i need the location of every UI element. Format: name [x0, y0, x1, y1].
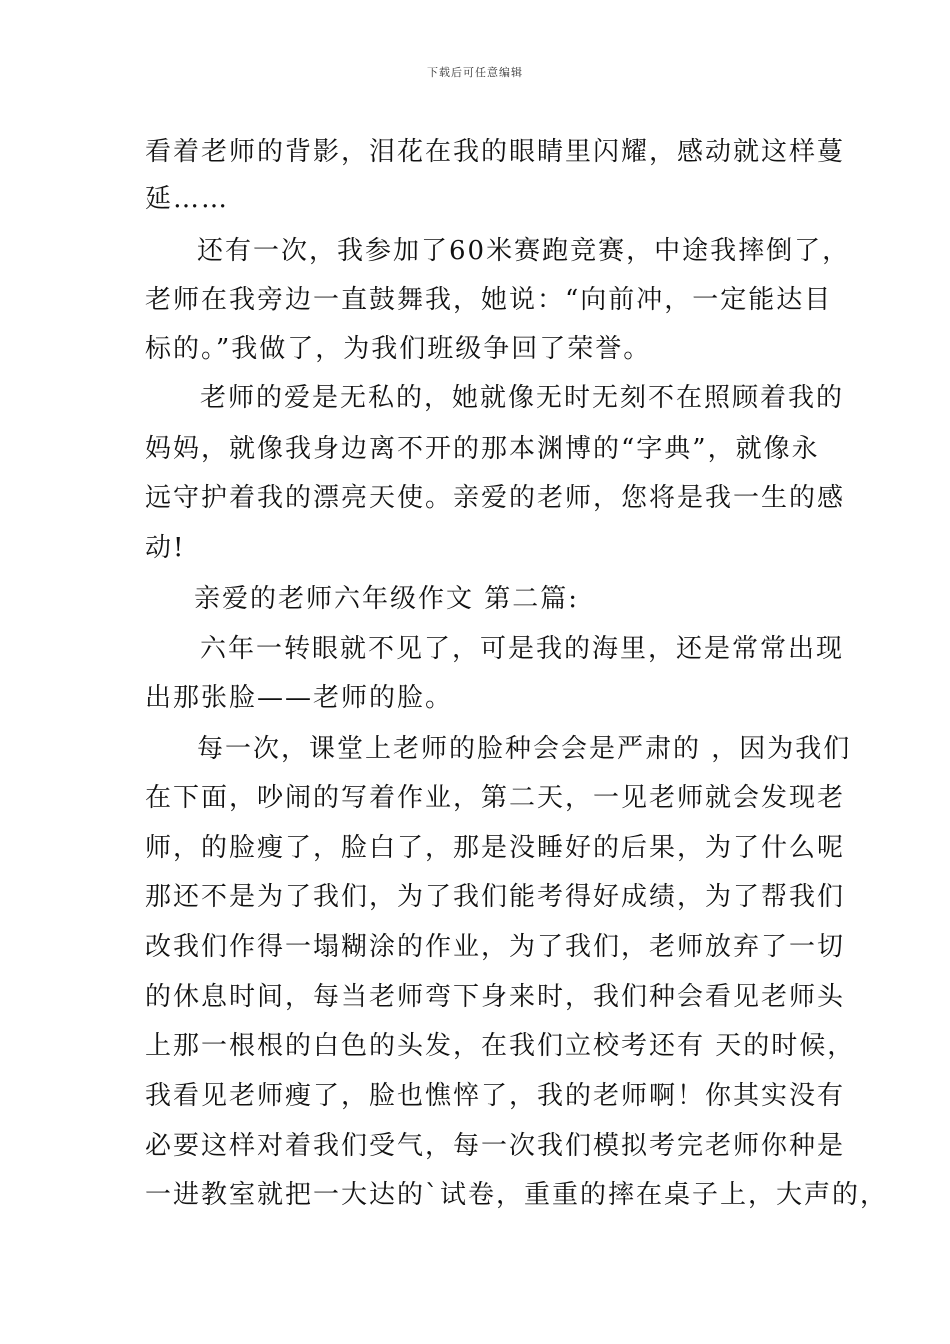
text-line: 六年一转眼就不见了，可是我的海里，还是常常出现	[200, 634, 845, 664]
text-line: 延……	[145, 184, 230, 214]
text-line: 的休息时间，每当老师弯下身来时，我们种会看见老师头	[145, 982, 846, 1012]
text-line: 老师在我旁边一直鼓舞我，她说：“向前冲，一定能达目	[145, 285, 833, 315]
text-line: 一进教室就把一大达的`试卷，重重的摔在桌子上，大声的，	[145, 1180, 889, 1210]
text-line: 在下面，吵闹的写着作业，第二天，一见老师就会发现老	[145, 783, 846, 813]
section-heading: 亲爱的老师六年级作文 第二篇:	[194, 584, 580, 614]
text-line: 上那一根根的白色的头发，在我们立校考还有 天的时候，	[145, 1031, 856, 1061]
text-line: 必要这样对着我们受气，每一次我们模拟考完老师你种是	[145, 1131, 846, 1161]
text-line: 妈妈，就像我身边离不开的那本渊博的“字典”，就像永	[145, 434, 820, 464]
text-line: 动!	[145, 533, 186, 563]
text-line: 那还不是为了我们，为了我们能考得好成绩，为了帮我们	[145, 882, 846, 912]
text-line: 标的。”我做了，为我们班级争回了荣誉。	[145, 334, 652, 364]
text-line: 老师的爱是无私的，她就像无时无刻不在照顾着我的	[200, 383, 845, 413]
text-line: 出那张脸——老师的脸。	[145, 683, 454, 713]
text-line: 师，的脸瘦了，脸白了，那是没睡好的后果，为了什么呢	[145, 833, 846, 863]
text-line: 远守护着我的漂亮天使。亲爱的老师，您将是我一生的感	[145, 483, 846, 513]
text-line: 还有一次，我参加了60米赛跑竞赛，中途我摔倒了，	[197, 236, 851, 266]
page-header: 下载后可任意编辑	[427, 66, 523, 79]
text-line: 我看见老师瘦了，脸也憔悴了，我的老师啊！你其实没有	[145, 1081, 846, 1111]
text-line: 改我们作得一塌糊涂的作业，为了我们，老师放弃了一切	[145, 932, 846, 962]
text-line: 每一次，课堂上老师的脸种会会是严肃的 ，因为我们	[197, 734, 852, 764]
text-line: 看着老师的背影，泪花在我的眼睛里闪耀，感动就这样蔓	[145, 137, 846, 167]
